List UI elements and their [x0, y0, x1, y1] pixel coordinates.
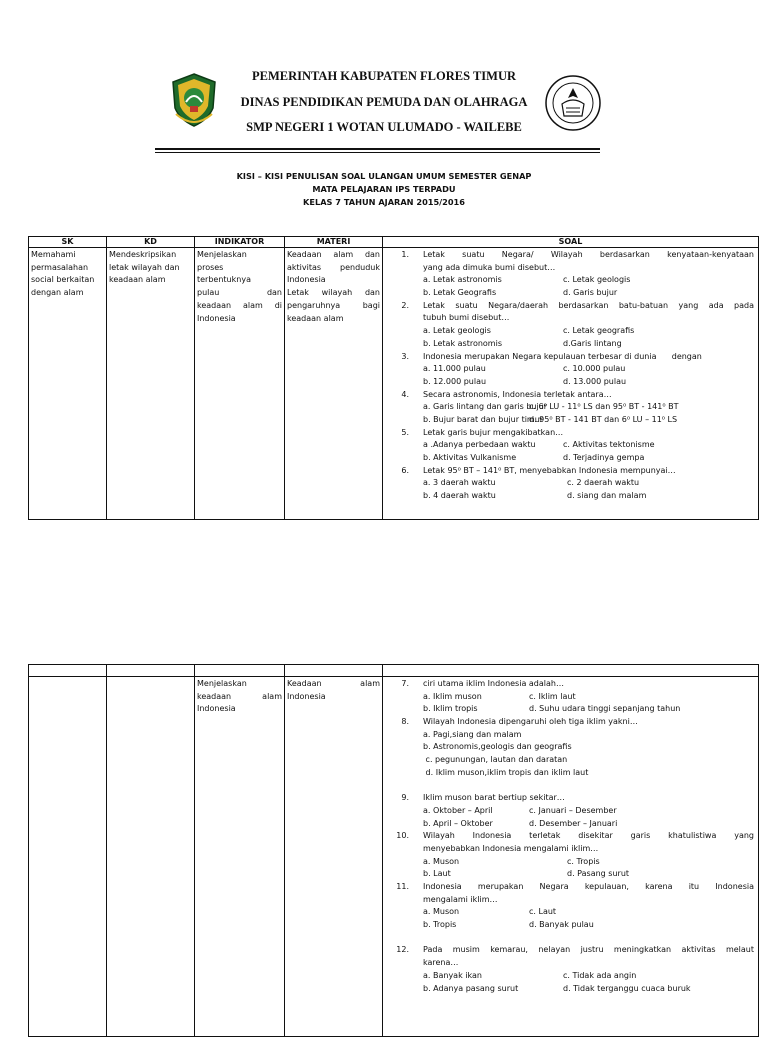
question-1: 1. Letak suatu Negara/ Wilayah berdasarkan kenyataan-kenyataan: [401, 250, 754, 259]
question-8: 8. Wilayah Indonesia dipengaruhi oleh tiga iklim yakni…: [401, 717, 638, 727]
header-sk: SK: [29, 237, 107, 248]
question-9: 9. Iklim muson barat bertiup sekitar…: [401, 793, 565, 803]
subtitle-line-1: KISI – KISI PENULISAN SOAL ULANGAN UMUM SEMESTER GENAP: [236, 171, 532, 181]
materi-cell: Keadaan alam dan aktivitas penduduk Indonesia Letak wilayah dan pengaruhnya bagi keadaan alam: [285, 248, 383, 520]
header-line-1: PEMERINTAH KABUPATEN FLORES TIMUR: [251, 69, 517, 83]
materi-cell-2: Keadaan alam Indonesia: [285, 677, 383, 1037]
header-rule-thick: [155, 148, 600, 150]
header-rule-thin: [155, 152, 600, 153]
question-12: 12. Pada musim kemarau, nelayan justru meningkatkan aktivitas melaut: [396, 945, 754, 955]
question-6: 6. Letak 95⁰ BT – 141⁰ BT, menyebabkan Indonesia mempunyai…: [401, 465, 676, 475]
indikator-cell: Menjelaskan proses terbentuknya pulau dan keadaan alam di Indonesia: [195, 248, 285, 520]
header-kd: KD: [107, 237, 195, 248]
header-materi: MATERI: [285, 237, 383, 248]
header-indikator: INDIKATOR: [195, 237, 285, 248]
header-line-2: DINAS PENDIDIKAN PEMUDA DAN OLAHRAGA: [240, 95, 528, 109]
header-soal: SOAL: [383, 237, 759, 248]
question-4: 4. Secara astronomis, Indonesia terletak antara…: [401, 389, 612, 399]
soal-cell: 1. Letak suatu Negara/ Wilayah berdasarkan kenyataan-kenyataan yang ada dimuka bumi disebut… a. Letak astronomis c. Letak geologis b. Letak Geografis d. Garis bujur 2. Letak suatu Negara/daerah berdasarkan batu-batuan yang ada pada tubuh bumi disebut… a. Letak geologis c. Letak geografis b. Letak astronomis d.Garis lintang 3. Indonesia merupakan Negara kepulauan terbesar di dunia dengan a. 11.000 pulau c. 10.000 pulau b. 12.000 pulau d. 13.000 pulau 4. Secara astronomis, Indonesia terletak antara… a. Garis lintang dan garis bujur c. 6⁰ LU - 11⁰ LS dan 95⁰ BT - 141⁰ BT b. Bujur barat dan bujur timur d. 95⁰ BT - 141 BT dan 6⁰ LU – 11⁰ LS 5. Letak garis bujur mengakibatkan… a .Adanya perbedaan waktu c. Aktivitas tektonisme b. Aktivitas Vulkanisme d. Terjadinya gempa 6. Letak 95⁰ BT – 141⁰ BT, menyebabkan Indonesia mempunyai… a. 3 daerah waktu c. 2 daerah waktu b. 4 daerah waktu d. siang dan malam: [383, 248, 759, 520]
subtitle-line-2: MATA PELAJARAN IPS TERPADU: [312, 184, 456, 194]
header-line-3: SMP NEGERI 1 WOTAN ULUMADO - WAILEBE: [246, 120, 522, 134]
question-7: 7. ciri utama iklim Indonesia adalah…: [401, 679, 564, 688]
soal-cell-2: 7. ciri utama iklim Indonesia adalah… a. Iklim muson c. Iklim laut b. Iklim tropis d. Suhu udara tinggi sepanjang tahun 8. Wilayah Indonesia dipengaruhi oleh tiga iklim yakni… a. Pagi,siang dan malam b. Astronomis,geologis dan geografis c. pegunungan, lautan dan daratan d. Iklim muson,iklim tropis dan iklim laut 9. Iklim muson barat bertiup sekitar… a. Oktober – April c. Januari – Desember b. April – Oktober d. Desember – Januari 10. Wilayah Indonesia terletak disekitar garis khatulistiwa yang menyebabkan Indonesia mengalami iklim… a. Muson c. Tropis b. Laut d. Pasang surut 11. Indonesia merupakan Negara kepulauan, karena itu Indonesia mengalami iklim… a. Muson c. Laut b. Tropis d. Banyak pulau 12. Pada musim kemarau, nelayan justru meningkatkan aktivitas melaut karena… a. Banyak ikan c. Tidak ada angin b. Adanya pasang surut d. Tidak terganggu cuaca buruk: [383, 677, 759, 1037]
kd-cell: Mendeskripsikan letak wilayah dan keadaan alam: [107, 248, 195, 520]
kisi-table-1: [28, 236, 759, 520]
question-3: 3. Indonesia merupakan Negara kepulauan terbesar di dunia dengan: [401, 351, 702, 361]
empty-header-cell: [29, 665, 107, 677]
sk-cell-empty: [29, 677, 107, 1037]
kd-cell-empty: [107, 677, 195, 1037]
subtitle-line-3: KELAS 7 TAHUN AJARAN 2015/2016: [303, 197, 465, 207]
empty-header-cell: [285, 665, 383, 677]
sk-cell: Memahami permasalahan social berkaitan dengan alam: [29, 248, 107, 520]
question-11: 11. Indonesia merupakan Negara kepulauan, karena itu Indonesia: [396, 882, 754, 891]
empty-header-cell: [107, 665, 195, 677]
question-5: 5. Letak garis bujur mengakibatkan…: [401, 427, 564, 437]
empty-header-cell: [195, 665, 285, 677]
question-2: 2. Letak suatu Negara/daerah berdasarkan batu-batuan yang ada pada: [401, 300, 754, 310]
question-10: 10. Wilayah Indonesia terletak disekitar garis khatulistiwa yang: [396, 831, 754, 841]
indikator-cell-2: Menjelaskan keadaan alam Indonesia: [195, 677, 285, 1037]
empty-header-cell: [383, 665, 759, 677]
kisi-table-2: [28, 664, 759, 1037]
